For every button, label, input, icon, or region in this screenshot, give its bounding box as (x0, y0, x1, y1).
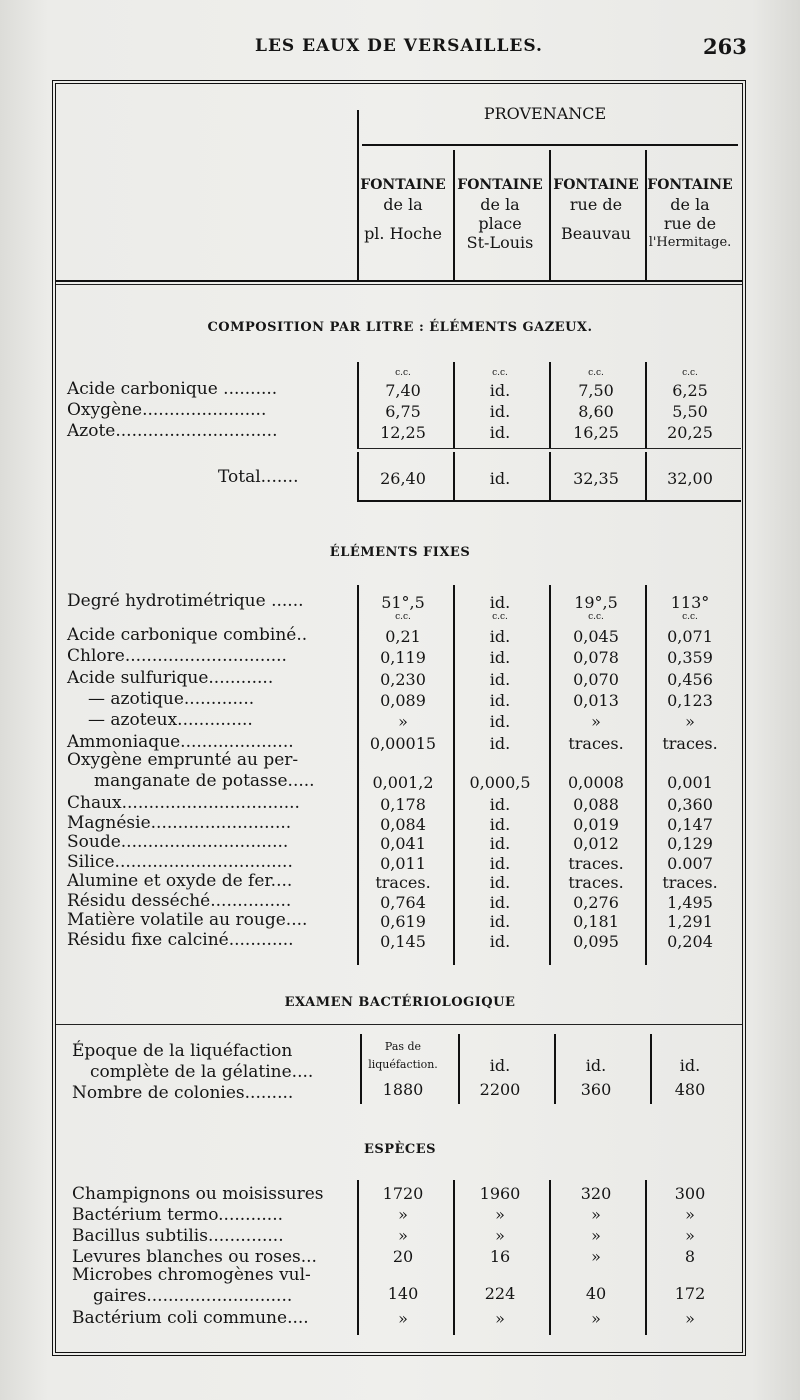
fixes-row-value: 0,359 (667, 648, 713, 668)
especes-row-value: » (685, 1226, 695, 1245)
fixes-row-label: Soude............................... (67, 832, 289, 852)
fixes-row-value: 0,360 (667, 795, 713, 814)
coli-value: » (495, 1309, 505, 1328)
degre-value: 113° (670, 593, 710, 612)
fixes-row-value: 1,495 (667, 892, 713, 912)
degre-value: 19°,5 (574, 593, 618, 612)
gaz-row-label: Acide carbonique .......... (67, 379, 278, 399)
fixes-row-value: 0,071 (667, 627, 713, 646)
microbes-label-1: Microbes chromogènes vul- (72, 1265, 311, 1285)
coli-label: Bactérium coli commune.... (72, 1308, 309, 1328)
section-especes: ESPÈCES (363, 1142, 437, 1157)
fixes-row-value: 0,230 (380, 669, 426, 689)
colonies-value: 1880 (382, 1080, 424, 1099)
fixes-row-value: 0,456 (667, 669, 713, 689)
total-value: id. (489, 469, 511, 488)
unit-label: c.c. (588, 612, 604, 622)
especes-row-value: 300 (674, 1184, 706, 1203)
total-value: 32,00 (667, 469, 713, 488)
microbes-value: 40 (585, 1284, 607, 1303)
fixes-row-value: 0,070 (573, 669, 619, 689)
fixes-row-value: traces. (662, 733, 718, 753)
fixes-row-value: id. (489, 733, 511, 753)
microbes-value: 140 (387, 1284, 419, 1303)
fixes-row-value: 0,129 (667, 834, 713, 853)
fixes-row-value: traces. (375, 873, 431, 892)
microbes-value: 172 (674, 1284, 706, 1303)
fixes-row-value: 0,078 (573, 648, 619, 668)
fixes-row-value: 0,045 (573, 627, 619, 646)
fixes-row-value: id. (489, 814, 511, 834)
column-rule (549, 585, 551, 965)
column-header-4-line1: FONTAINE (647, 177, 733, 193)
fixes-row-value: 0,178 (380, 795, 426, 814)
total-value: 32,35 (573, 469, 619, 488)
oxygene-value: 0,000,5 (469, 773, 531, 792)
fixes-row-value: traces. (568, 733, 624, 753)
column-header-1-line1: FONTAINE (360, 177, 446, 193)
especes-row-value: 16 (489, 1247, 511, 1266)
fixes-row-value: traces. (662, 873, 718, 892)
column-header-2-line2: de la (480, 195, 520, 214)
gaz-row-value: 12,25 (380, 423, 426, 442)
unit-label: c.c. (492, 612, 508, 622)
fixes-row-value: 0,041 (380, 834, 426, 853)
gaz-row-value: id. (489, 402, 511, 421)
column-rule (360, 1034, 362, 1104)
fixes-row-label: Chlore.............................. (67, 646, 287, 667)
fixes-row-value: 1,291 (667, 912, 713, 931)
header-bottom-rule (56, 280, 742, 282)
fixes-row-label: Acide carbonique combiné.. (67, 625, 308, 645)
fixes-row-value: » (591, 712, 601, 732)
gaz-row-value: 16,25 (573, 423, 619, 442)
fixes-row-value: 0,088 (573, 795, 619, 814)
fixes-row-value: 0,147 (667, 814, 713, 834)
unit-label: c.c. (682, 612, 698, 622)
especes-row-label: Bacillus subtilis.............. (72, 1226, 284, 1246)
microbes-label-2: gaires........................... (93, 1286, 293, 1306)
fixes-row-value: 0,012 (573, 834, 619, 853)
fixes-row-value: 0,095 (573, 931, 619, 951)
column-rule (357, 452, 359, 500)
column-rule (554, 1034, 556, 1104)
liquefaction-label-1: Époque de la liquéfaction (72, 1041, 293, 1061)
fixes-row-value: 0,119 (380, 648, 426, 668)
especes-row-value: 320 (580, 1184, 612, 1203)
fixes-row-value: id. (489, 712, 511, 732)
page-number: 263 (703, 34, 747, 59)
unit-label: c.c. (682, 368, 698, 378)
fixes-row-value: 0,204 (667, 931, 713, 951)
unit-label: c.c. (395, 612, 411, 622)
fixes-row-label: — azoteux.............. (88, 710, 253, 731)
fixes-row-value: traces. (568, 873, 624, 892)
especes-row-value: » (495, 1205, 505, 1224)
fixes-row-value: 0,21 (385, 627, 421, 646)
especes-row-value: » (398, 1226, 408, 1245)
fixes-row-label: Chaux................................. (67, 793, 300, 813)
fixes-row-value: 0,011 (380, 853, 426, 873)
fixes-row-value: id. (489, 834, 511, 853)
fixes-row-label: Ammoniaque..................... (67, 731, 294, 752)
liquefaction-value: id. (489, 1056, 511, 1075)
running-title: LES EAUX DE VERSAILLES. (255, 36, 543, 56)
gaz-row-value: 7,50 (578, 381, 614, 400)
especes-row-label: Levures blanches ou roses... (72, 1247, 317, 1267)
microbes-value: 224 (484, 1284, 516, 1303)
fixes-row-value: id. (489, 690, 511, 710)
column-header-2-line1: FONTAINE (457, 177, 543, 193)
oxygene-label-2: manganate de potasse..... (94, 771, 315, 791)
fixes-row-value: 0,00015 (369, 733, 437, 753)
no-liquefaction-note: liquéfaction. (368, 1058, 438, 1071)
coli-value: » (685, 1309, 695, 1328)
gaz-row-value: 5,50 (672, 402, 708, 421)
fixes-row-value: 0,084 (380, 814, 426, 834)
column-header-2-line4: St-Louis (466, 233, 534, 252)
column-header-4-line2: de la (670, 195, 710, 214)
gaz-row-value: 7,40 (385, 381, 421, 400)
column-rule (458, 1034, 460, 1104)
liquefaction-value: id. (585, 1056, 607, 1075)
no-liquefaction-note: Pas de (384, 1040, 422, 1053)
gaz-row-value: 6,25 (672, 381, 708, 400)
especes-row-value: » (591, 1247, 601, 1266)
colonies-value: 2200 (479, 1080, 521, 1099)
fixes-row-value: 0,123 (667, 690, 713, 710)
provenance-brace (362, 144, 738, 146)
column-rule (549, 362, 551, 448)
oxygene-value: 0,001,2 (372, 773, 434, 792)
bacterio-rule (56, 1024, 742, 1025)
column-rule (645, 452, 647, 500)
subtotal-rule (357, 448, 741, 449)
running-head (0, 36, 800, 62)
unit-label: c.c. (492, 368, 508, 378)
column-header-3-line2: rue de (569, 195, 623, 214)
especes-row-label: Bactérium termo............ (72, 1205, 283, 1225)
liquefaction-value: id. (679, 1056, 701, 1075)
gaz-row-label: Azote.............................. (67, 421, 278, 441)
especes-row-value: 20 (392, 1247, 414, 1266)
unit-label: c.c. (588, 368, 604, 378)
fixes-row-value: 0,764 (380, 892, 426, 912)
oxygene-value: 0,001 (667, 773, 713, 792)
column-header-1-line2: de la (383, 195, 423, 214)
column-header-1-line3: pl. Hoche (364, 224, 442, 243)
fixes-row-value: id. (489, 627, 511, 646)
column-rule (549, 452, 551, 500)
especes-row-value: » (591, 1205, 601, 1224)
gaz-row-value: id. (489, 423, 511, 442)
column-rule (357, 1180, 359, 1335)
column-rule (549, 1180, 551, 1335)
header-bottom-rule-thin (56, 284, 742, 285)
especes-row-value: 8 (684, 1247, 696, 1266)
fixes-row-value: » (685, 712, 695, 732)
fixes-row-value: id. (489, 648, 511, 668)
gaz-row-label: Oxygène....................... (67, 400, 267, 420)
especes-row-value: » (495, 1226, 505, 1245)
fixes-row-value: id. (489, 912, 511, 931)
colonies-value: 480 (674, 1080, 706, 1099)
liquefaction-label-2: complète de la gélatine.... (90, 1062, 314, 1082)
fixes-row-value: id. (489, 892, 511, 912)
colonies-value: 360 (580, 1080, 612, 1099)
column-header-4-line4: l'Hermitage. (648, 235, 732, 250)
fixes-row-value: 0,089 (380, 690, 426, 710)
degre-label: Degré hydrotimétrique ...... (67, 591, 304, 611)
header-column-rule (549, 150, 551, 282)
section-fixes: ÉLÉMENTS FIXES (329, 545, 471, 560)
fixes-row-value: » (398, 712, 408, 732)
column-rule (453, 452, 455, 500)
fixes-row-label: Résidu fixe calciné............ (67, 929, 294, 950)
gaz-row-value: 20,25 (667, 423, 713, 442)
fixes-row-value: id. (489, 795, 511, 814)
gaz-row-value: 8,60 (578, 402, 614, 421)
gaz-row-value: 6,75 (385, 402, 421, 421)
especes-row-value: » (591, 1226, 601, 1245)
fixes-row-value: id. (489, 931, 511, 951)
total-bottom-rule (357, 500, 741, 502)
column-rule (453, 362, 455, 448)
especes-row-value: 1720 (382, 1184, 424, 1203)
section-bacterio: EXAMEN BACTÉRIOLOGIQUE (284, 995, 516, 1010)
fixes-row-value: id. (489, 669, 511, 689)
fixes-row-label: Alumine et oxyde de fer.... (67, 871, 293, 891)
total-value: 26,40 (380, 469, 426, 488)
gaz-row-value: id. (489, 381, 511, 400)
unit-label: c.c. (395, 368, 411, 378)
especes-row-value: » (685, 1205, 695, 1224)
fixes-row-value: 0,145 (380, 931, 426, 951)
fixes-row-label: — azotique............. (88, 688, 255, 709)
column-header-4-line3: rue de (663, 214, 717, 233)
column-header-3-line3: Beauvau (561, 224, 631, 243)
fixes-row-label: Silice................................. (67, 851, 293, 872)
column-rule (357, 362, 359, 448)
degre-value: 51°,5 (381, 593, 425, 612)
provenance-header: PROVENANCE (483, 104, 607, 123)
fixes-row-value: 0,276 (573, 892, 619, 912)
coli-value: » (591, 1309, 601, 1328)
fixes-row-label: Acide sulfurique............ (67, 667, 274, 688)
colonies-label: Nombre de colonies......... (72, 1083, 294, 1103)
degre-value: id. (489, 593, 511, 612)
column-rule (357, 585, 359, 965)
especes-row-value: 1960 (479, 1184, 521, 1203)
fixes-row-value: 0,019 (573, 814, 619, 834)
fixes-row-value: 0,619 (380, 912, 426, 931)
column-rule (645, 362, 647, 448)
column-header-2-line3: place (478, 214, 522, 233)
fixes-row-value: id. (489, 873, 511, 892)
column-rule (645, 585, 647, 965)
column-rule (453, 585, 455, 965)
column-rule (453, 1180, 455, 1335)
fixes-row-value: 0,181 (573, 912, 619, 931)
section-gazeux: COMPOSITION PAR LITRE : ÉLÉMENTS GAZEUX. (207, 320, 593, 335)
column-header-3-line1: FONTAINE (553, 177, 639, 193)
especes-row-value: » (398, 1205, 408, 1224)
fixes-row-label: Matière volatile au rouge.... (67, 910, 308, 930)
oxygene-value: 0,0008 (568, 773, 624, 792)
fixes-row-value: 0,013 (573, 690, 619, 710)
fixes-row-value: traces. (568, 853, 624, 873)
especes-row-label: Champignons ou moisissures (72, 1184, 324, 1204)
coli-value: » (398, 1309, 408, 1328)
fixes-row-label: Magnésie.......................... (67, 812, 292, 833)
total-label: Total....... (218, 467, 299, 487)
oxygene-label-1: Oxygène emprunté au per- (67, 750, 299, 770)
fixes-row-value: 0.007 (667, 853, 713, 873)
column-rule (650, 1034, 652, 1104)
fixes-row-value: id. (489, 853, 511, 873)
column-rule (645, 1180, 647, 1335)
fixes-row-label: Résidu desséché............... (67, 890, 292, 911)
